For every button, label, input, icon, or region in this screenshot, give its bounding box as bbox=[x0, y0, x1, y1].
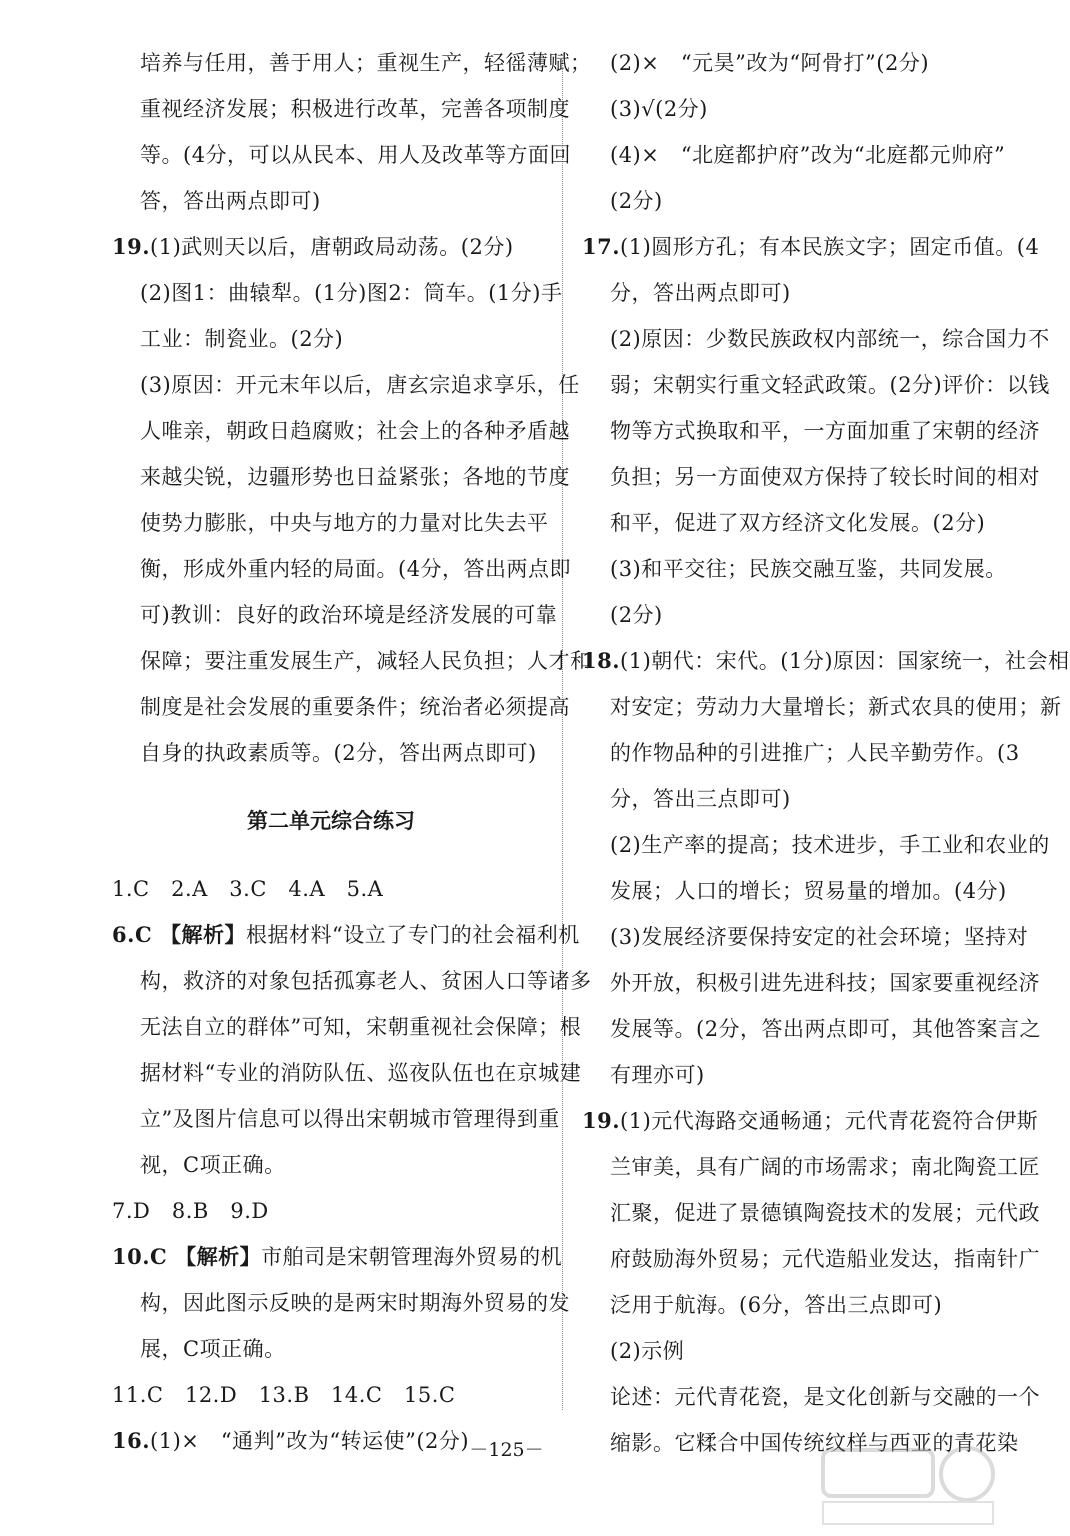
answer-line bbox=[582, 1006, 1042, 1052]
answer-text: 答，答出两点即可) bbox=[140, 189, 321, 213]
answer-text: (2)× “元昊”改为“阿骨打”(2分) bbox=[610, 51, 930, 75]
answer-line bbox=[112, 638, 592, 684]
question-number: 10. bbox=[112, 1244, 151, 1269]
answer-text: (2)示例 bbox=[610, 1339, 685, 1363]
question-number: 19. bbox=[112, 234, 151, 259]
question-number: 17. bbox=[582, 234, 621, 259]
answer-line bbox=[582, 1236, 1040, 1282]
answer-line bbox=[582, 638, 1070, 684]
answer-text: 兰审美，具有广阔的市场需求；南北陶瓷工匠 bbox=[610, 1155, 1040, 1179]
column-divider bbox=[562, 60, 563, 1410]
answer-text: (1)元代海路交通畅通；元代青花瓷符合伊斯 bbox=[620, 1109, 1039, 1133]
answer-line bbox=[112, 178, 550, 224]
answer-text: 论述：元代青花瓷，是文化创新与交融的一个 bbox=[610, 1385, 1040, 1409]
answer-line bbox=[112, 1280, 570, 1326]
answer-text: 展，C项正确。 bbox=[140, 1337, 286, 1361]
answer-text: 负担；另一方面使双方保持了较长时间的相对 bbox=[610, 465, 1040, 489]
answer-text: 弱；宋朝实行重文轻武政策。(2分)评价：以钱 bbox=[610, 373, 1050, 397]
answer-text: 府鼓励海外贸易；元代造船业发达，指南针广 bbox=[610, 1247, 1040, 1271]
answer-line bbox=[582, 822, 1050, 868]
question-number: 18. bbox=[582, 648, 621, 673]
answer-text: (1)朝代：宋代。(1分)原因：国家统一，社会相 bbox=[620, 649, 1070, 673]
answer-text: 和平，促进了双方经济文化发展。(2分) bbox=[610, 511, 986, 535]
answer-line bbox=[112, 454, 570, 500]
answer-text: 立”及图片信息可以得出宋朝城市管理得到重 bbox=[140, 1107, 560, 1131]
answer-line bbox=[582, 132, 1006, 178]
answer-line bbox=[112, 1004, 582, 1050]
answer-line bbox=[112, 866, 550, 912]
answer-text: 自身的执政素质等。(2分，答出两点即可) bbox=[140, 741, 537, 765]
answer-line bbox=[582, 408, 1040, 454]
answer-text: (1)× “通判”改为“转运使”(2分) bbox=[150, 1429, 470, 1453]
answer-text: 保障；要注重发展生产，减轻人民负担；人才和 bbox=[140, 649, 592, 673]
answer-line bbox=[582, 86, 987, 132]
right-column bbox=[582, 40, 1070, 1466]
answer-line bbox=[582, 1052, 987, 1098]
answer-text: 构，救济的对象包括孤寡老人、贫困人口等诸多 bbox=[140, 969, 592, 993]
answer-line bbox=[112, 684, 570, 730]
answer-line bbox=[112, 40, 592, 86]
answer-text: 制度是社会发展的重要条件；统治者必须提高 bbox=[140, 695, 570, 719]
answer-text: 物等方式换取和平，一方面加重了宋朝的经济 bbox=[610, 419, 1040, 443]
answer-text: 根据材料“设立了专门的社会福利机 bbox=[245, 923, 580, 947]
answer-line bbox=[112, 270, 563, 316]
answer-line bbox=[112, 1326, 550, 1372]
left-column bbox=[112, 40, 592, 1464]
answer-text: 缩影。它糅合中国传统纹样与西亚的青花染 bbox=[610, 1431, 1019, 1455]
answer-text: (2)生产率的提高；技术进步，手工业和农业的 bbox=[610, 833, 1050, 857]
answer-text: 分，答出两点即可) bbox=[610, 281, 791, 305]
answer-text: 泛用于航海。(6分，答出三点即可) bbox=[610, 1293, 943, 1317]
answer-text: 对安定；劳动力大量增长；新式农具的使用；新 bbox=[610, 695, 1062, 719]
answer-text: (2分) bbox=[610, 189, 663, 213]
answer-line bbox=[582, 454, 1040, 500]
answer-line bbox=[112, 224, 550, 270]
answer-line bbox=[112, 500, 550, 546]
answer-text: 来越尖锐，边疆形势也日益紧张；各地的节度 bbox=[140, 465, 570, 489]
answer-line bbox=[112, 316, 550, 362]
answer-line bbox=[112, 1188, 550, 1234]
answer-text: 视，C项正确。 bbox=[140, 1153, 286, 1177]
answer-line bbox=[112, 408, 570, 454]
answer-line bbox=[112, 1234, 563, 1280]
answer-line bbox=[112, 1050, 582, 1096]
answer-text: (3)和平交往；民族交融互鉴，共同发展。 bbox=[610, 557, 1007, 581]
answer-line bbox=[112, 1142, 550, 1188]
answer-line bbox=[582, 224, 1040, 270]
answer-line bbox=[112, 1096, 560, 1142]
answer-line bbox=[582, 776, 987, 822]
answer-text: (2)原因：少数民族政权内部统一，综合国力不 bbox=[610, 327, 1050, 351]
answer-text: 工业：制瓷业。(2分) bbox=[140, 327, 344, 351]
answer-block-bottom bbox=[112, 866, 592, 1464]
answer-text: 无法自立的群体”可知，宋朝重视社会保障；根 bbox=[140, 1015, 582, 1039]
answer-line bbox=[582, 500, 987, 546]
answer-line bbox=[112, 546, 572, 592]
analysis-tag: C 【解析】 bbox=[150, 1244, 262, 1269]
answer-text: 1.C 2.A 3.C 4.A 5.A bbox=[112, 877, 384, 901]
answer-line bbox=[582, 960, 1040, 1006]
answer-line bbox=[112, 132, 572, 178]
answer-text: (2)图1：曲辕犁。(1分)图2：筒车。(1分)手 bbox=[140, 281, 563, 305]
answer-text: 培养与任用，善于用人；重视生产，轻徭薄赋； bbox=[140, 51, 592, 75]
answer-line bbox=[112, 362, 580, 408]
answer-text: 发展等。(2分，答出两点即可，其他答案言之 bbox=[610, 1017, 1042, 1041]
answer-text: 人唯亲，朝政日趋腐败；社会上的各种矛盾越 bbox=[140, 419, 570, 443]
question-number: 6. bbox=[112, 922, 135, 947]
question-number: 16. bbox=[112, 1428, 151, 1453]
answer-block-right bbox=[582, 40, 1070, 1466]
answer-text: (1)武则天以后，唐朝政局动荡。(2分) bbox=[150, 235, 514, 259]
answer-text: 构，因此图示反映的是两宋时期海外贸易的发 bbox=[140, 1291, 570, 1315]
answer-line bbox=[582, 1328, 987, 1374]
answer-text: 使势力膨胀，中央与地方的力量对比失去平 bbox=[140, 511, 549, 535]
answer-text: (3)原因：开元末年以后，唐玄宗追求享乐，任 bbox=[140, 373, 580, 397]
answer-text: (1)圆形方孔；有本民族文字；固定币值。(4 bbox=[620, 235, 1040, 259]
answer-line bbox=[582, 546, 1007, 592]
answer-block-top bbox=[112, 40, 592, 776]
answer-text: 有理亦可) bbox=[610, 1063, 705, 1087]
answer-line bbox=[112, 592, 558, 638]
answer-text: 外开放，积极引进先进科技；国家要重视经济 bbox=[610, 971, 1040, 995]
answer-text: (3)√(2分) bbox=[610, 97, 708, 121]
answer-line bbox=[582, 868, 1007, 914]
answer-text: (4)× “北庭都护府”改为“北庭都元帅府” bbox=[610, 143, 1006, 167]
answer-text: 汇聚，促进了景德镇陶瓷技术的发展；元代政 bbox=[610, 1201, 1040, 1225]
answer-line bbox=[582, 40, 987, 86]
answer-line bbox=[582, 1190, 1040, 1236]
answer-line bbox=[582, 270, 987, 316]
answer-text: 等。(4分，可以从民本、用人及改革等方面回 bbox=[140, 143, 572, 167]
answer-line bbox=[112, 730, 550, 776]
answer-line bbox=[582, 592, 987, 638]
analysis-tag: C 【解析】 bbox=[134, 922, 246, 947]
answer-line bbox=[582, 316, 1050, 362]
answer-text: 市舶司是宋朝管理海外贸易的机 bbox=[261, 1245, 563, 1269]
answer-line bbox=[582, 1098, 1039, 1144]
answer-text: 11.C 12.D 13.B 14.C 15.C bbox=[112, 1383, 456, 1407]
answer-text: 7.D 8.B 9.D bbox=[112, 1199, 269, 1223]
answer-line bbox=[582, 1374, 1040, 1420]
answer-line bbox=[582, 362, 1050, 408]
question-number: 19. bbox=[582, 1108, 621, 1133]
answer-line bbox=[582, 1144, 1040, 1190]
answer-line bbox=[582, 178, 987, 224]
answer-text: (3)发展经济要保持安定的社会环境；坚持对 bbox=[610, 925, 1029, 949]
answer-line bbox=[112, 958, 592, 1004]
answer-text: 发展；人口的增长；贸易量的增加。(4分) bbox=[610, 879, 1007, 903]
answer-text: 的作物品种的引进推广；人民辛勤劳作。(3 bbox=[610, 741, 1020, 765]
answer-line bbox=[582, 730, 1020, 776]
answer-text: 衡，形成外重内轻的局面。(4分，答出两点即 bbox=[140, 557, 572, 581]
answer-line bbox=[112, 86, 570, 132]
section-title: 第二单元综合练习 bbox=[247, 808, 415, 833]
watermark-logo bbox=[817, 1440, 997, 1530]
answer-line bbox=[582, 914, 1029, 960]
answer-text: 据材料“专业的消防队伍、巡夜队伍也在京城建 bbox=[140, 1061, 582, 1085]
page-number: －125－ bbox=[469, 1439, 544, 1461]
answer-line bbox=[112, 1372, 550, 1418]
answer-text: 分，答出三点即可) bbox=[610, 787, 791, 811]
answer-text: (2分) bbox=[610, 603, 663, 627]
answer-line bbox=[112, 912, 580, 958]
answer-line bbox=[582, 684, 1062, 730]
answer-line bbox=[582, 1282, 987, 1328]
answer-text: 可)教训：良好的政治环境是经济发展的可靠 bbox=[140, 603, 558, 627]
answer-text: 重视经济发展；积极进行改革，完善各项制度 bbox=[140, 97, 570, 121]
